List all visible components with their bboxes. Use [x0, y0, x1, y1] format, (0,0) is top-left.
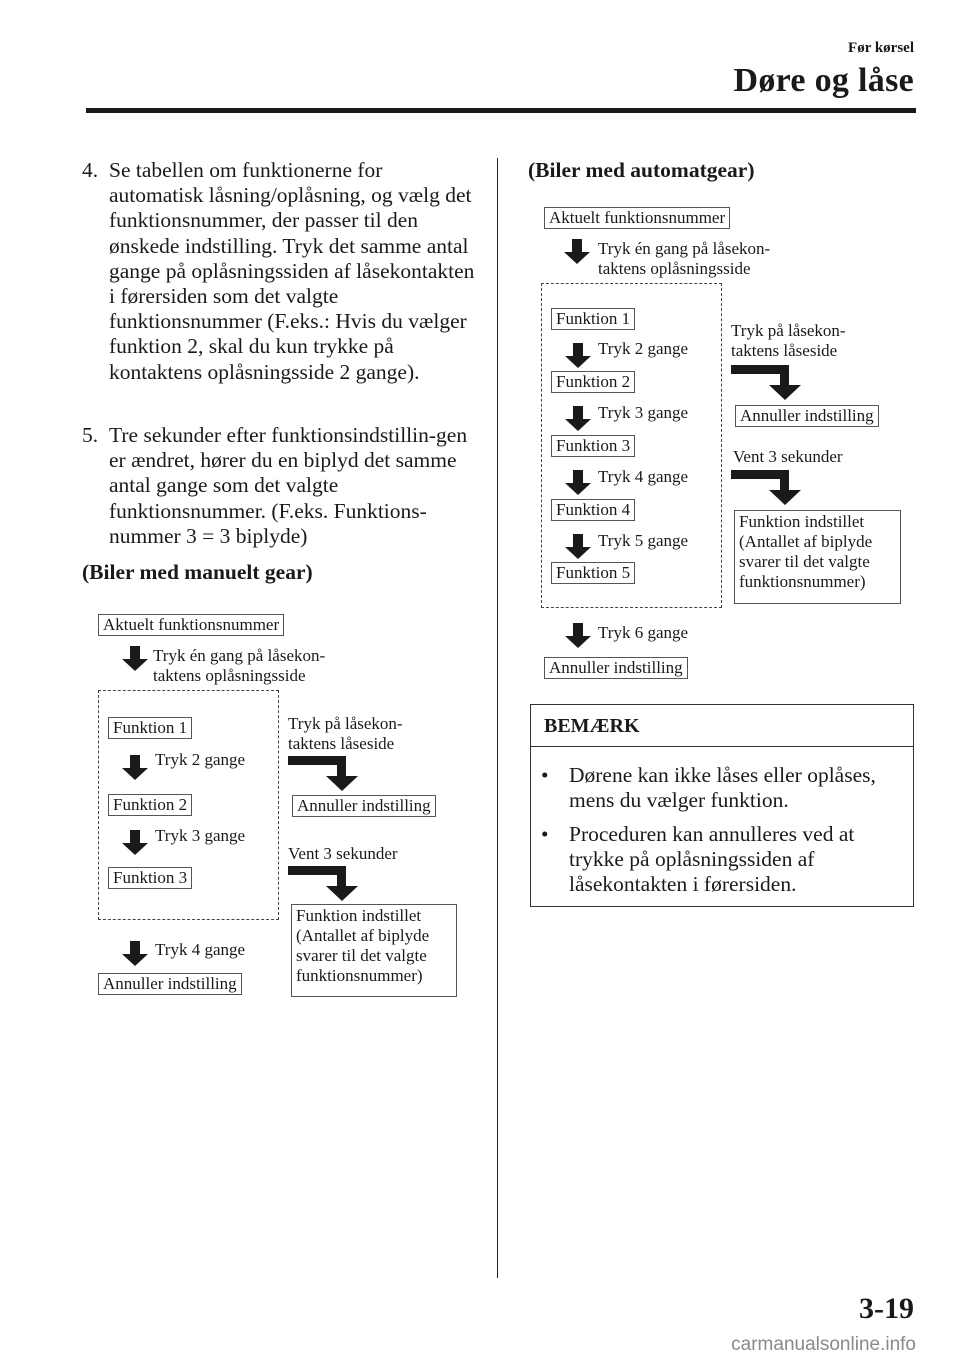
function-box: Funktion 1 [108, 717, 192, 739]
down-arrow-icon [564, 406, 592, 432]
wait-label: Vent 3 sekunder [733, 447, 843, 466]
note-bullet-text: Proceduren kan annulleres ved at trykke på oplåsningssiden af låsekontakten i førersiden. [569, 822, 855, 897]
down-arrow-icon [564, 470, 592, 496]
press-count-label: Tryk 4 gange [598, 467, 689, 486]
function-box: Funktion 2 [108, 794, 192, 816]
press-count-label: Tryk 5 gange [598, 531, 689, 550]
note-bullet [541, 763, 901, 813]
step-text: Tre sekunder efter funktionsindstillin-gen er ændret, hører du en biplyd det samme antal gange som det valgte funktionsnummer. (F.eks. Funktions-nummer 3 = 3 biplyde) [109, 423, 468, 548]
wait-label: Vent 3 sekunder [288, 844, 398, 863]
function-set-line: (Antallet af biplyde [296, 926, 430, 945]
function-set-line: funktionsnummer) [739, 572, 866, 591]
down-arrow-icon [564, 623, 592, 649]
press-count-label: Tryk 3 gange [155, 826, 246, 845]
function-set-line: Funktion indstillet [296, 906, 422, 925]
press-count-label: Tryk 6 gange [598, 623, 689, 642]
press-count-label: Tryk 2 gange [598, 339, 689, 358]
lock-side-label: Tryk på låsekon- [288, 714, 403, 733]
note-bullet [541, 822, 901, 898]
page-title: Døre og låse [733, 62, 914, 99]
section-name: Før kørsel [848, 40, 914, 56]
cancel-setting-box: Annuller indstilling [735, 405, 879, 427]
step-number: 4. [82, 158, 99, 182]
bullet-icon: • [541, 763, 549, 787]
down-arrow-icon [564, 343, 592, 369]
lock-side-label: taktens låseside [731, 341, 838, 360]
note-title: BEMÆRK [531, 705, 913, 747]
auto-heading: (Biler med automatgear) [528, 158, 755, 182]
page-number: 3-19 [859, 1292, 914, 1325]
note-box [530, 704, 914, 907]
press-once-label: Tryk én gang på låsekon- [598, 239, 771, 258]
function-set-line: funktionsnummer) [296, 966, 423, 985]
function-set-box [734, 510, 901, 604]
lock-side-label: taktens låseside [288, 734, 395, 753]
press-once-label: Tryk én gang på låsekon- [153, 646, 326, 665]
bullet-icon: • [541, 822, 549, 846]
function-set-line: svarer til det valgte [296, 946, 427, 965]
press-once-label: taktens oplåsningsside [153, 666, 306, 685]
cancel-setting-box: Annuller indstilling [292, 795, 436, 817]
down-arrow-icon [564, 534, 592, 560]
step-text: Se tabellen om funktionerne for automatisk låsning/oplåsning, og vælg det funktionsnummer, der passer til den ønskede indstilling. Tryk det samme antal gange på oplåsningssiden af låsekontakten i førersiden som det valgte funktionsnummer (F.eks.: Hvis du vælger funktion 2, skal du kun trykke på kontaktens oplåsningsside 2 gange). [109, 158, 475, 384]
current-function-box: Aktuelt funktionsnummer [544, 207, 730, 229]
watermark: carmanualsonline.info [731, 1334, 916, 1355]
current-function-box: Aktuelt funktionsnummer [98, 614, 284, 636]
press-count-label: Tryk 4 gange [155, 940, 246, 959]
function-box: Funktion 5 [551, 562, 635, 584]
manual-heading: (Biler med manuelt gear) [82, 560, 313, 584]
step-number: 5. [82, 423, 99, 447]
cancel-setting-box: Annuller indstilling [544, 657, 688, 679]
press-count-label: Tryk 3 gange [598, 403, 689, 422]
press-once-label: taktens oplåsningsside [598, 259, 751, 278]
function-box: Funktion 4 [551, 499, 635, 521]
function-box: Funktion 2 [551, 371, 635, 393]
down-arrow-icon [563, 239, 591, 265]
lock-side-label: Tryk på låsekon- [731, 321, 846, 340]
note-bullet-text: Dørene kan ikke låses eller oplåses, mens du vælger funktion. [569, 763, 876, 813]
function-box: Funktion 3 [551, 435, 635, 457]
press-count-label: Tryk 2 gange [155, 750, 246, 769]
function-set-line: svarer til det valgte [739, 552, 870, 571]
function-set-line: (Antallet af biplyde [739, 532, 873, 551]
function-set-line: Funktion indstillet [739, 512, 865, 531]
bent-arrow-icon [731, 470, 803, 506]
bent-arrow-icon [731, 365, 803, 401]
cancel-setting-box: Annuller indstilling [98, 973, 242, 995]
function-box: Funktion 3 [108, 867, 192, 889]
function-box: Funktion 1 [551, 308, 635, 330]
